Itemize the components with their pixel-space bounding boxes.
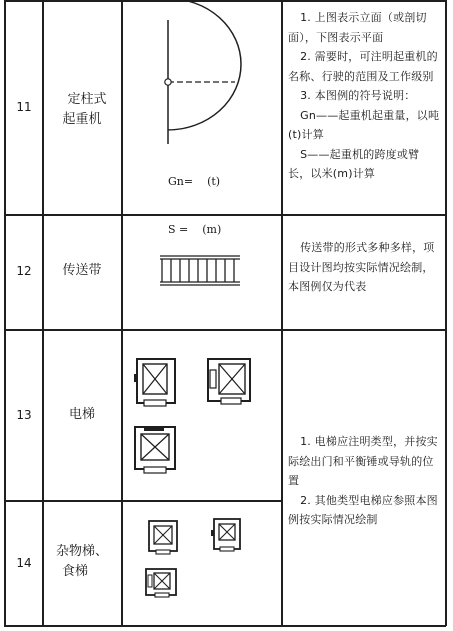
row-name-line: 定柱式 (67, 92, 107, 107)
row-number: 13 (16, 408, 32, 422)
row-name-line: 起重机 (62, 112, 102, 127)
note-paragraph: Gn——起重机起重量，以吨(t)计算 (288, 108, 440, 141)
row-name-line: 电梯 (68, 407, 95, 422)
column-divider-3 (281, 0, 283, 626)
row-divider-12-13 (4, 329, 446, 331)
row-number: 12 (16, 264, 32, 278)
row-divider-11-12 (4, 214, 446, 216)
table-border-right (445, 0, 447, 626)
table-border-bottom (4, 625, 446, 627)
row-name (46, 261, 118, 281)
note-paragraph: 3. 本图例的符号说明： (300, 89, 416, 102)
dumbwaiter-symbol-b (211, 516, 243, 554)
dumbwaiter-symbol-a (146, 518, 180, 556)
table-border-left (4, 0, 6, 626)
row-notes (288, 8, 440, 184)
table-border-top (4, 0, 446, 2)
note-paragraph: 2. 其他类型电梯应参照本图例按实际情况绘制 (288, 493, 438, 526)
crane-formula (168, 142, 221, 270)
elevator-symbol-a (134, 356, 178, 408)
row-name (46, 542, 118, 582)
formula-line-gn: Gn= (t) (168, 175, 221, 188)
row-number: 11 (16, 100, 32, 114)
note-paragraph: 传送带的形式多种多样，项目设计图均按实际情况绘制，本图例仅为代表 (288, 241, 435, 293)
row-name (46, 90, 118, 130)
column-divider-2 (121, 0, 123, 626)
note-paragraph: 2. 需要时，可注明起重机的名称、行驶的范围及工作级别 (288, 50, 438, 83)
row-name-line: 杂物梯、 (55, 544, 108, 559)
elevator-symbol-b (205, 356, 255, 406)
dumbwaiter-symbol-c (143, 566, 179, 600)
note-paragraph: S——起重机的跨度或臂长，以米(m)计算 (288, 147, 420, 180)
formula-line-s: S = (m) (168, 223, 222, 236)
elevator-symbol-c (132, 424, 178, 476)
row-name-line: 传送带 (62, 263, 102, 278)
row-name (46, 405, 118, 425)
row-name-line: 食梯 (61, 564, 88, 579)
column-divider-1 (42, 0, 44, 626)
note-paragraph: 1. 电梯应注明类型，并按实际绘出门和平衡锤或导轨的位置 (288, 435, 438, 487)
note-paragraph: 1. 上图表示立面（或剖切面），下图表示平面 (288, 11, 427, 44)
row-divider-13-14 (4, 500, 281, 502)
shared-notes-elevators (288, 432, 440, 530)
conveyor-belt-symbol (160, 254, 240, 286)
row-notes (288, 238, 440, 297)
row-number: 14 (16, 556, 32, 570)
